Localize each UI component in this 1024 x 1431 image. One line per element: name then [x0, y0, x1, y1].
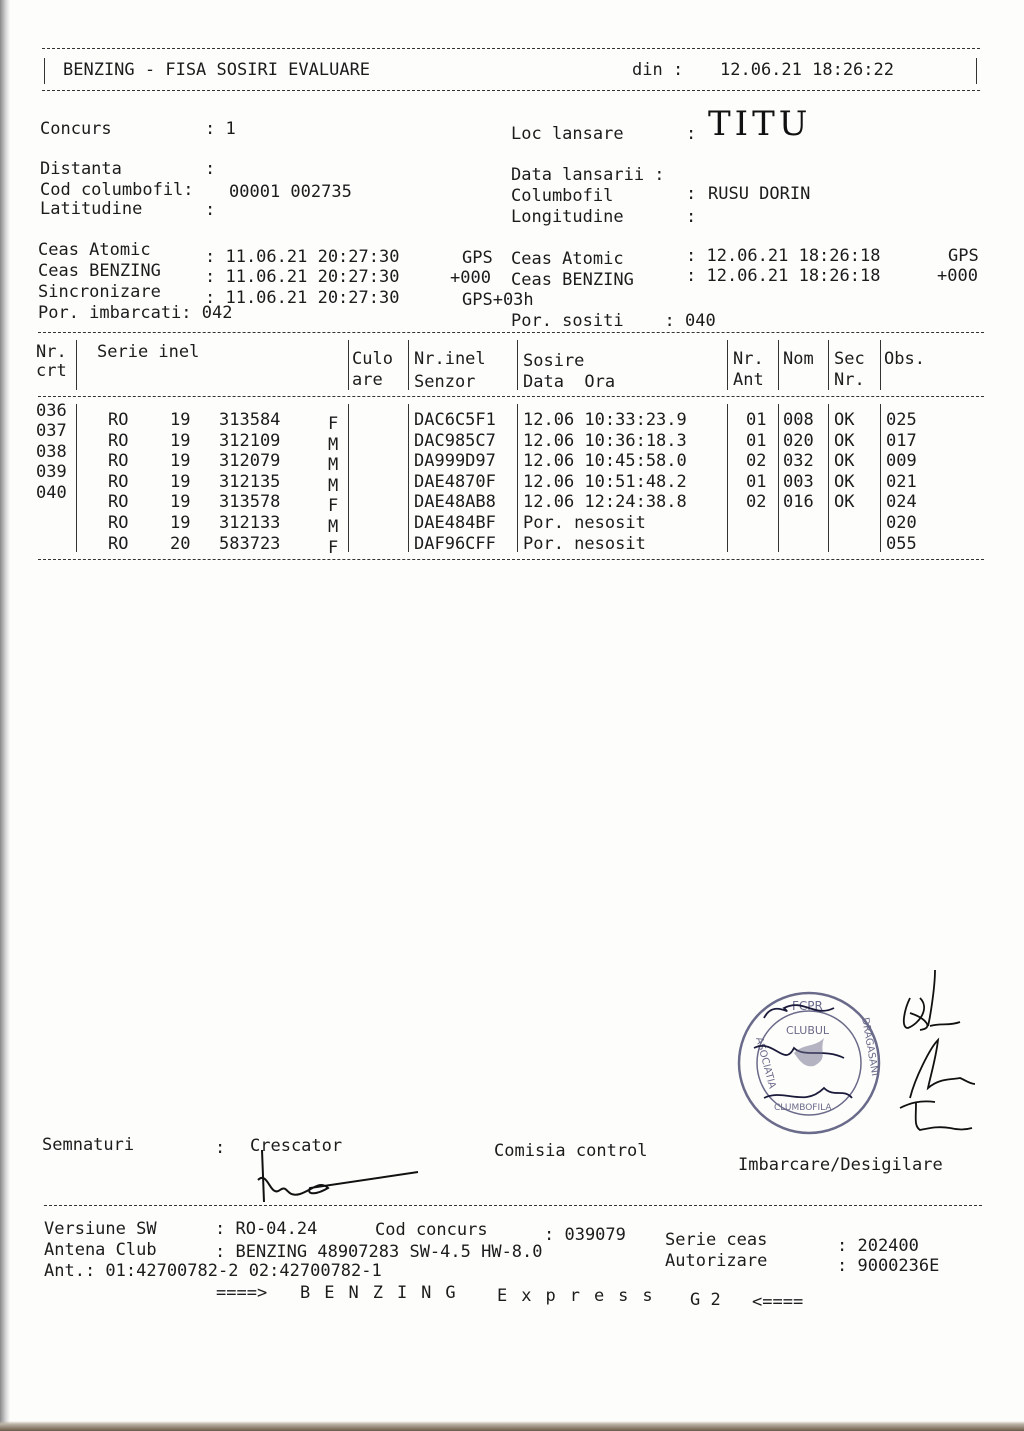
- col-sep-7b: [828, 404, 829, 552]
- por-sositi: Por. sositi : 040: [511, 311, 716, 331]
- cell-arrival: 12.06 12:24:38.8: [523, 492, 687, 513]
- cell-sex: F: [328, 496, 339, 517]
- nrcrt-5: 040: [36, 483, 67, 503]
- stamp-top-text: FCPR: [792, 999, 823, 1013]
- cell-sensor: DAE48AB8: [414, 492, 496, 513]
- cell-arrival: Por. nesosit: [523, 513, 646, 533]
- nrcrt-4: 039: [36, 462, 67, 482]
- commission-signatures: [880, 968, 980, 1138]
- th-sec-nr: Nr.: [834, 370, 865, 390]
- cell-year: 19: [170, 492, 191, 513]
- cell-year: 19: [170, 513, 191, 533]
- cell-sec: OK: [834, 410, 855, 430]
- autorizare-label: Autorizare: [665, 1251, 768, 1271]
- clock-left-3-value: : 11.06.21 20:27:30: [205, 288, 400, 308]
- antena-value: : BENZING 48907283 SW-4.5 HW-8.0: [215, 1242, 543, 1262]
- cell-sec: OK: [834, 430, 855, 451]
- crescator-signature: [248, 1150, 428, 1210]
- clock-left-1-label: Ceas Atomic: [38, 240, 151, 260]
- din-value: 12.06.21 18:26:22: [720, 60, 894, 80]
- din-label: din :: [632, 60, 684, 80]
- col-sep-8b: [880, 404, 881, 552]
- brand-g2: G 2: [690, 1290, 721, 1310]
- cell-sec: OK: [834, 492, 855, 513]
- scan-left-edge: [0, 0, 10, 1431]
- versiune-value: : RO-04.24: [215, 1219, 318, 1239]
- latitudine-label: Latitudine: [40, 199, 143, 219]
- cell-antenna: 01: [746, 430, 767, 451]
- th-are: are: [352, 370, 383, 390]
- brand-arrow-left: ====>: [216, 1283, 268, 1303]
- cell-sex: F: [328, 537, 339, 558]
- columbofil-label: Columbofil: [511, 186, 614, 206]
- loc-label: Loc lansare: [511, 124, 624, 144]
- col-sep-7: [828, 340, 829, 390]
- col-sep-2b: [348, 404, 349, 552]
- antenna-ids: Ant.: 01:42700782-2 02:42700782-1: [44, 1261, 382, 1281]
- cell-antenna: 02: [746, 451, 767, 472]
- cell-sensor: DAC6C5F1: [414, 410, 496, 430]
- cod-concurs-value: : 039079: [544, 1225, 626, 1245]
- cell-arrival: 12.06 10:33:23.9: [523, 410, 687, 430]
- th-senzor: Senzor: [414, 372, 476, 392]
- semnaturi-label: Semnaturi: [42, 1135, 135, 1155]
- cell-sensor: DAF96CFF: [414, 533, 496, 554]
- footer-rule: [44, 1205, 982, 1206]
- cell-nom: 020: [783, 430, 814, 451]
- cell-country: RO: [108, 430, 129, 451]
- clock-right-1-value: : 12.06.21 18:26:18: [686, 246, 881, 266]
- loc-value-handwritten: TITU: [708, 104, 812, 144]
- cell-sensor: DAC985C7: [414, 430, 496, 451]
- cell-ring: 313578: [219, 492, 281, 513]
- cell-country: RO: [108, 410, 129, 430]
- col-sep-8: [880, 340, 881, 390]
- columbofil-value: RUSU DORIN: [708, 184, 811, 204]
- th-ant: Ant: [733, 370, 764, 390]
- cell-sensor: DAE4870F: [414, 471, 496, 492]
- col-sep-3: [408, 340, 409, 390]
- cell-sec: OK: [834, 451, 855, 472]
- nrcrt-3: 038: [36, 442, 67, 462]
- cell-sensor: DAE484BF: [414, 513, 496, 533]
- header-left-border: [44, 58, 45, 84]
- cell-year: 19: [170, 410, 191, 430]
- scan-bottom-edge: [0, 1421, 1024, 1431]
- cell-obs: 021: [886, 471, 917, 492]
- clock-right-2-suffix: +000: [937, 266, 978, 286]
- columbofil-sep: :: [686, 184, 697, 204]
- cell-nom: 008: [783, 410, 814, 430]
- concurs-value: : 1: [205, 119, 236, 139]
- cell-antenna: 01: [746, 471, 767, 492]
- cell-sex: F: [328, 414, 339, 434]
- comisia-control-label: Comisia control: [494, 1141, 648, 1161]
- cell-arrival: 12.06 10:45:58.0: [523, 451, 687, 472]
- cell-ring: 312079: [219, 451, 281, 472]
- serie-ceas-value: : 202400: [837, 1236, 919, 1256]
- cell-antenna: 01: [746, 410, 767, 430]
- data-lansarii-label: Data lansarii :: [511, 165, 665, 185]
- clock-left-1-value: : 11.06.21 20:27:30: [205, 247, 400, 267]
- latitudine-sep: :: [205, 200, 216, 220]
- serie-ceas-label: Serie ceas: [665, 1230, 768, 1250]
- table-top-rule: [38, 332, 984, 333]
- col-sep-2: [348, 340, 349, 390]
- clock-right-2-label: Ceas BENZING: [511, 270, 634, 290]
- header-bottom-rule: [42, 90, 980, 91]
- cell-obs: 020: [886, 513, 917, 533]
- longitudine-label: Longitudine: [511, 207, 624, 227]
- versiune-label: Versiune SW: [44, 1219, 157, 1239]
- col-sep-4b: [517, 404, 518, 552]
- cell-country: RO: [108, 492, 129, 513]
- cell-nom: 003: [783, 471, 814, 492]
- th-nom: Nom: [783, 349, 814, 369]
- th-serie-inel: Serie inel: [97, 342, 200, 362]
- cod-concurs-label: Cod concurs: [375, 1220, 488, 1240]
- cell-obs: 025: [886, 410, 917, 430]
- nrcrt-1: 036: [36, 401, 67, 421]
- cell-obs: 017: [886, 430, 917, 451]
- cell-country: RO: [108, 451, 129, 472]
- th-sec: Sec: [834, 349, 865, 369]
- clock-left-3-suffix: GPS+03h: [462, 290, 534, 310]
- th-nr: Nr.: [36, 342, 67, 362]
- cell-arrival: 12.06 10:51:48.2: [523, 471, 687, 492]
- brand-express: Express: [497, 1286, 667, 1306]
- distanta-sep: :: [205, 159, 216, 179]
- stamp-right-text: DRAGASANI: [859, 1016, 881, 1077]
- clock-left-2-suffix: +000: [450, 268, 491, 288]
- autorizare-value: : 9000236E: [837, 1256, 940, 1276]
- table-bottom-rule: [38, 559, 984, 560]
- cell-sensor: DA999D97: [414, 451, 496, 472]
- cell-sec: OK: [834, 471, 855, 492]
- concurs-label: Concurs: [40, 119, 112, 139]
- clock-left-3-label: Sincronizare: [38, 282, 161, 302]
- crescator-label: Crescator: [250, 1136, 343, 1156]
- th-nr-inel: Nr.inel: [414, 349, 486, 369]
- col-sep-4: [517, 340, 518, 390]
- cell-obs: 055: [886, 533, 917, 554]
- report-title: BENZING - FISA SOSIRI EVALUARE: [63, 60, 371, 80]
- imbarcare-label: Imbarcare/Desigilare: [738, 1155, 943, 1175]
- cell-ring: 312109: [219, 430, 281, 451]
- cell-nom: 016: [783, 492, 814, 513]
- cell-year: 19: [170, 471, 191, 492]
- cell-obs: 009: [886, 451, 917, 472]
- col-sep-5b: [727, 404, 728, 552]
- loc-sep: :: [686, 124, 697, 144]
- cell-ring: 312133: [219, 513, 281, 533]
- cell-ring: 312135: [219, 471, 281, 492]
- cell-antenna: 02: [746, 492, 767, 513]
- club-stamp: [734, 988, 884, 1138]
- cell-sex: M: [328, 434, 339, 455]
- col-sep-3b: [408, 404, 409, 552]
- brand-benzing: BENZING: [300, 1283, 470, 1303]
- cell-year: 19: [170, 430, 191, 451]
- col-sep-1b: [76, 404, 77, 552]
- stamp-club-text: CLUBUL: [786, 1024, 830, 1037]
- por-imbarcati: Por. imbarcati: 042: [38, 303, 233, 323]
- cell-nom: 032: [783, 451, 814, 472]
- cod-columbofil-label: Cod columbofil:: [40, 180, 194, 200]
- th-data-ora: Data Ora: [523, 372, 616, 392]
- cell-year: 20: [170, 533, 191, 554]
- col-sep-6b: [778, 404, 779, 552]
- distanta-label: Distanta: [40, 159, 122, 179]
- cell-sex: M: [328, 455, 339, 476]
- cell-ring: 583723: [219, 533, 281, 554]
- clock-right-1-suffix: GPS: [948, 246, 979, 266]
- th-crt: crt: [36, 361, 67, 381]
- cod-columbofil-value: 00001 002735: [229, 182, 352, 202]
- cell-country: RO: [108, 471, 129, 492]
- brand-arrow-right: <====: [752, 1292, 804, 1312]
- cell-arrival: 12.06 10:36:18.3: [523, 430, 687, 451]
- th-obs: Obs.: [884, 349, 925, 369]
- nrcrt-2: 037: [36, 421, 67, 441]
- cell-sex: M: [328, 475, 339, 496]
- cell-obs: 024: [886, 492, 917, 513]
- col-sep-6: [778, 340, 779, 390]
- clock-left-2-value: : 11.06.21 20:27:30: [205, 267, 400, 287]
- longitudine-sep: :: [686, 207, 697, 227]
- clock-left-1-suffix: GPS: [462, 248, 493, 268]
- clock-right-2-value: : 12.06.21 18:26:18: [686, 266, 881, 286]
- antena-label: Antena Club: [44, 1240, 157, 1260]
- th-sosire: Sosire: [523, 351, 585, 371]
- col-sep-5: [727, 340, 728, 390]
- header-right-border: [976, 58, 977, 84]
- th-culo: Culo: [352, 349, 393, 369]
- header-top-rule: [42, 48, 980, 49]
- cell-ring: 313584: [219, 410, 281, 430]
- cell-country: RO: [108, 533, 129, 554]
- stamp-side-text: ASOCIATIA: [753, 1035, 778, 1090]
- table-header-rule: [38, 396, 984, 397]
- semnaturi-sep: :: [215, 1138, 226, 1158]
- th-nr-ant-top: Nr.: [733, 349, 764, 369]
- cell-sex: M: [328, 517, 339, 537]
- clock-right-1-label: Ceas Atomic: [511, 249, 624, 269]
- cell-arrival: Por. nesosit: [523, 533, 646, 554]
- cell-year: 19: [170, 451, 191, 472]
- clock-left-2-label: Ceas BENZING: [38, 261, 161, 281]
- cell-country: RO: [108, 513, 129, 533]
- stamp-bottom-text: CLUMBOFILA: [774, 1103, 832, 1113]
- col-sep-1: [76, 340, 77, 390]
